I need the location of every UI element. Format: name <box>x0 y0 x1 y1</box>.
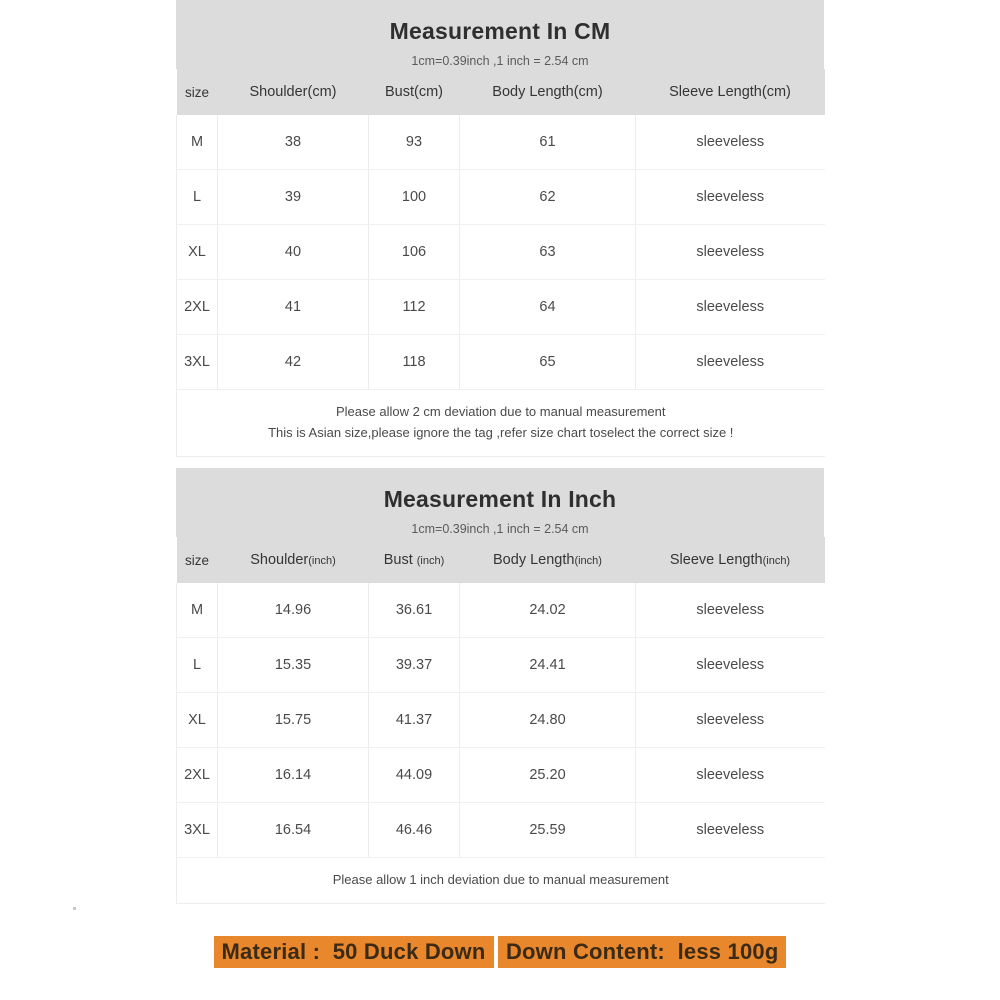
cell-sleeve-length: sleeveless <box>636 225 825 280</box>
inch-header-band <box>176 468 824 537</box>
cell-bust: 39.37 <box>369 638 460 693</box>
cell-size: 2XL <box>177 280 218 335</box>
cell-sleeve-length: sleeveless <box>636 115 825 170</box>
cm-note-deviation: Please allow 2 cm deviation due to manual measurement <box>335 404 666 419</box>
table-row <box>177 803 825 858</box>
material-banner: Material : 50 Duck Down <box>214 936 494 968</box>
cell-body-length: 25.20 <box>460 748 636 803</box>
cell-shoulder: 39 <box>218 170 369 225</box>
measurement-cm-section <box>176 0 824 457</box>
cell-size: 2XL <box>177 748 218 803</box>
material-banners <box>0 932 1000 968</box>
cm-note-asian-size: This is Asian size,please ignore the tag ,refer size chart toselect the correct size ! <box>268 425 734 440</box>
cell-sleeve-length: sleeveless <box>636 638 825 693</box>
cm-col-bust <box>369 69 460 115</box>
cm-size-table <box>176 69 825 457</box>
inch-subtitle: 1cm=0.39inch ,1 inch = 2.54 cm <box>411 522 589 536</box>
cell-bust: 36.61 <box>369 583 460 638</box>
cm-col-sleeve-length-label: Sleeve Length <box>669 84 762 100</box>
cell-shoulder: 14.96 <box>218 583 369 638</box>
measurement-inch-section <box>176 468 824 904</box>
cell-size: 3XL <box>177 335 218 390</box>
table-row <box>177 115 825 170</box>
table-row <box>177 748 825 803</box>
inch-col-bust-label: Bust <box>383 552 417 568</box>
cell-size: M <box>177 115 218 170</box>
table-row <box>177 280 825 335</box>
cm-col-size: size <box>177 69 218 115</box>
image-artifact-speck <box>73 907 76 910</box>
cm-col-body-length-unit: (cm) <box>573 84 603 100</box>
cm-col-body-length <box>460 69 636 115</box>
cell-bust: 41.37 <box>369 693 460 748</box>
cm-col-bust-label: Bust <box>384 84 414 100</box>
inch-col-shoulder-unit: (inch) <box>308 555 336 567</box>
cell-body-length: 24.02 <box>460 583 636 638</box>
cell-size: L <box>177 638 218 693</box>
cell-shoulder: 40 <box>218 225 369 280</box>
down-content-banner: Down Content: less 100g <box>498 936 787 968</box>
cell-size: 3XL <box>177 803 218 858</box>
cell-body-length: 25.59 <box>460 803 636 858</box>
table-row <box>177 638 825 693</box>
cell-sleeve-length: sleeveless <box>636 335 825 390</box>
inch-col-sleeve-length-label: Sleeve Length <box>669 552 763 568</box>
cm-col-sleeve-length <box>636 69 825 115</box>
inch-notes-cell <box>177 858 825 904</box>
inch-col-size: size <box>177 537 218 583</box>
cell-sleeve-length: sleeveless <box>636 170 825 225</box>
cell-bust: 106 <box>369 225 460 280</box>
cell-body-length: 64 <box>460 280 636 335</box>
cell-bust: 112 <box>369 280 460 335</box>
inch-title: Measurement In Inch <box>383 486 617 512</box>
cell-body-length: 65 <box>460 335 636 390</box>
cell-shoulder: 38 <box>218 115 369 170</box>
cell-sleeve-length: sleeveless <box>636 693 825 748</box>
cell-bust: 100 <box>369 170 460 225</box>
cell-body-length: 61 <box>460 115 636 170</box>
inch-size-table <box>176 537 825 904</box>
table-row <box>177 170 825 225</box>
cell-shoulder: 41 <box>218 280 369 335</box>
cell-shoulder: 42 <box>218 335 369 390</box>
cm-notes-cell <box>177 390 825 457</box>
cell-size: L <box>177 170 218 225</box>
cell-body-length: 24.80 <box>460 693 636 748</box>
cm-header-band <box>176 0 824 69</box>
cell-sleeve-length: sleeveless <box>636 748 825 803</box>
cell-size: M <box>177 583 218 638</box>
cell-sleeve-length: sleeveless <box>636 280 825 335</box>
cm-note-row <box>177 390 825 457</box>
cell-body-length: 24.41 <box>460 638 636 693</box>
cell-body-length: 62 <box>460 170 636 225</box>
inch-col-bust <box>369 537 460 583</box>
cm-col-shoulder-unit: (cm) <box>307 84 337 100</box>
cell-shoulder: 16.14 <box>218 748 369 803</box>
cm-col-body-length-label: Body Length <box>492 84 574 100</box>
cell-sleeve-length: sleeveless <box>636 803 825 858</box>
cm-title: Measurement In CM <box>389 18 611 44</box>
cell-bust: 44.09 <box>369 748 460 803</box>
inch-col-shoulder <box>218 537 369 583</box>
table-row <box>177 693 825 748</box>
cm-subtitle: 1cm=0.39inch ,1 inch = 2.54 cm <box>411 54 589 68</box>
inch-col-body-length-label: Body Length <box>493 552 575 568</box>
cm-table-header-row <box>177 69 825 115</box>
cell-bust: 93 <box>369 115 460 170</box>
cm-col-sleeve-length-unit: (cm) <box>761 84 791 100</box>
inch-col-sleeve-length-unit: (inch) <box>762 555 791 567</box>
cell-bust: 46.46 <box>369 803 460 858</box>
cell-shoulder: 15.35 <box>218 638 369 693</box>
inch-note-row <box>177 858 825 904</box>
inch-col-bust-unit: (inch) <box>416 555 445 567</box>
cell-size: XL <box>177 693 218 748</box>
cell-shoulder: 15.75 <box>218 693 369 748</box>
cell-bust: 118 <box>369 335 460 390</box>
cm-col-shoulder <box>218 69 369 115</box>
table-row <box>177 225 825 280</box>
cell-sleeve-length: sleeveless <box>636 583 825 638</box>
table-row <box>177 335 825 390</box>
inch-col-sleeve-length <box>636 537 825 583</box>
inch-col-shoulder-label: Shoulder <box>250 552 309 568</box>
cell-size: XL <box>177 225 218 280</box>
table-row <box>177 583 825 638</box>
inch-note-deviation: Please allow 1 inch deviation due to manual measurement <box>332 872 669 887</box>
inch-col-body-length-unit: (inch) <box>574 555 602 567</box>
inch-col-body-length <box>460 537 636 583</box>
cell-body-length: 63 <box>460 225 636 280</box>
cell-shoulder: 16.54 <box>218 803 369 858</box>
cm-col-shoulder-label: Shoulder <box>249 84 308 100</box>
cm-col-bust-unit: (cm) <box>414 84 443 100</box>
inch-table-header-row <box>177 537 825 583</box>
